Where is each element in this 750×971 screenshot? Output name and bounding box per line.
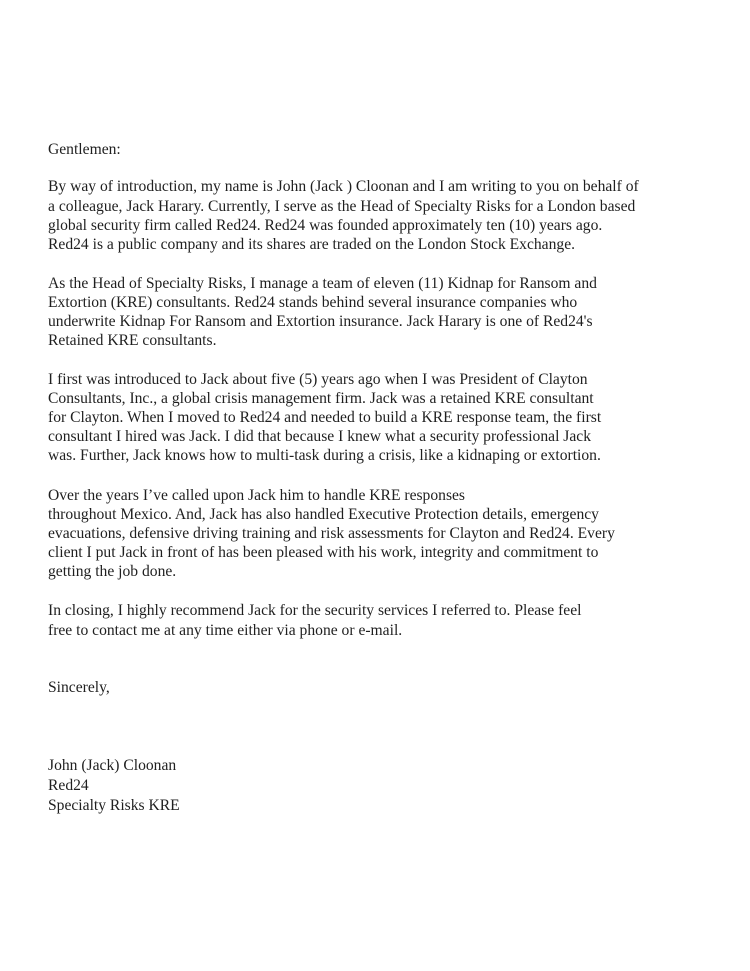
signature-title: Specialty Risks KRE: [48, 797, 180, 814]
paragraph-line: I first was introduced to Jack about five (5) years ago when I was President of Clayton: [48, 371, 588, 388]
paragraph-line: In closing, I highly recommend Jack for the security services I referred to. Please feel: [48, 602, 582, 619]
signature-company: Red24: [48, 777, 89, 794]
signature-name: John (Jack) Cloonan: [48, 757, 177, 774]
paragraph-line: By way of introduction, my name is John (Jack ) Cloonan and I am writing to you on behalf of: [48, 178, 639, 195]
paragraph-line: Over the years I’ve called upon Jack him to handle KRE responses: [48, 487, 466, 504]
paragraph-line: was. Further, Jack knows how to multi-task during a crisis, like a kidnaping or extortion.: [48, 447, 601, 464]
paragraph-line: Red24 is a public company and its shares are traded on the London Stock Exchange.: [48, 236, 576, 253]
paragraph-line: Retained KRE consultants.: [48, 332, 217, 349]
paragraph-line: As the Head of Specialty Risks, I manage a team of eleven (11) Kidnap for Ransom and: [48, 275, 597, 292]
paragraph-line: global security firm called Red24. Red24 was founded approximately ten (10) years ago.: [48, 217, 603, 234]
paragraph-line: consultant I hired was Jack. I did that because I knew what a security professional Jack: [48, 428, 592, 445]
paragraph-line: free to contact me at any time either via phone or e-mail.: [48, 622, 403, 639]
paragraph-line: getting the job done.: [48, 563, 177, 580]
paragraph-line: Consultants, Inc., a global crisis management firm. Jack was a retained KRE consultant: [48, 390, 594, 407]
paragraph-line: throughout Mexico. And, Jack has also handled Executive Protection details, emergency: [48, 506, 599, 523]
paragraph-line: Extortion (KRE) consultants. Red24 stands behind several insurance companies who: [48, 294, 578, 311]
paragraph-line: evacuations, defensive driving training and risk assessments for Clayton and Red24. Every: [48, 525, 615, 542]
paragraph-line: a colleague, Jack Harary. Currently, I serve as the Head of Specialty Risks for a London based: [48, 198, 636, 215]
complimentary-close: Sincerely,: [48, 679, 110, 696]
paragraph-line: for Clayton. When I moved to Red24 and needed to build a KRE response team, the first: [48, 409, 602, 426]
paragraph-line: underwrite Kidnap For Ransom and Extortion insurance. Jack Harary is one of Red24's: [48, 313, 593, 330]
salutation: Gentlemen:: [48, 141, 121, 158]
paragraph-line: client I put Jack in front of has been pleased with his work, integrity and commitment to: [48, 544, 599, 561]
